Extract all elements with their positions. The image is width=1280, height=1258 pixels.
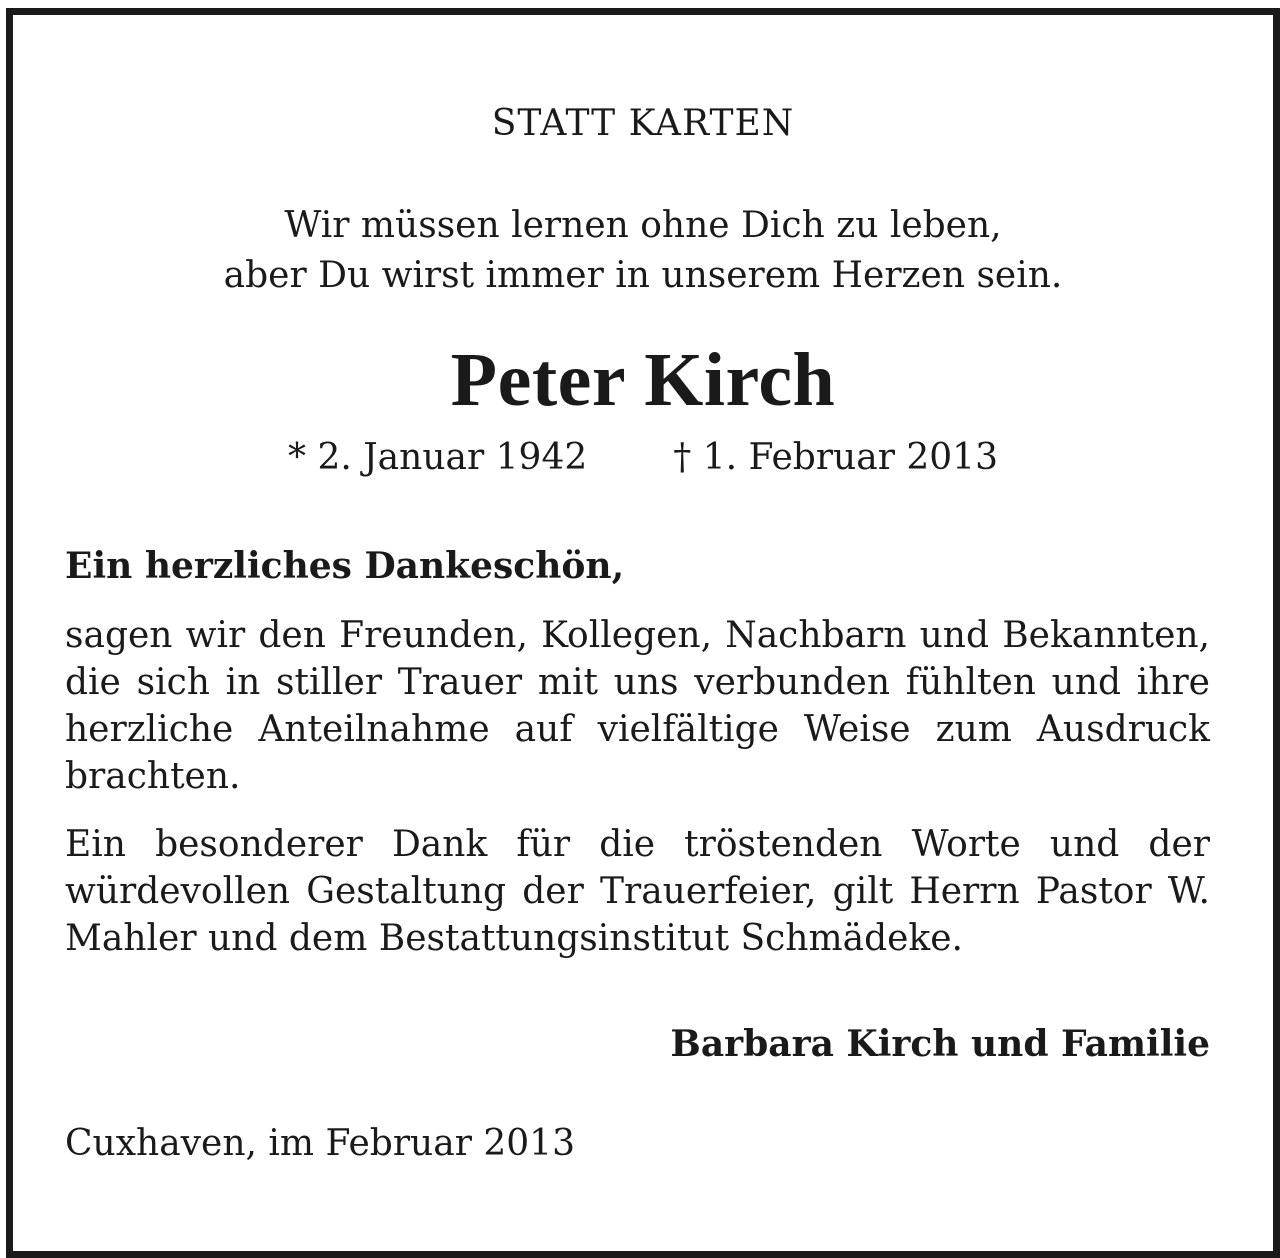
- thanks-paragraph-1: sagen wir den Freunden, Kollegen, Nachbarn und Bekannten, die sich in stiller Trauer mit uns verbunden fühlten und ihre herzliche Anteilnahme auf vielfältige Weise zum Ausdruck brachten.: [65, 615, 1210, 797]
- thanks-heading: Ein herzliches Dankeschön,: [65, 545, 625, 587]
- verse-line-1: Wir müssen lernen ohne Dich zu leben,: [284, 205, 1002, 246]
- thanks-paragraph-2: Ein besonderer Dank für die tröstenden Worte und der würdevollen Gestaltung der Trauerfeier, gilt Herrn Pastor W. Mahler und dem Bestattungsinstitut Schmädeke.: [65, 824, 1210, 959]
- signature: Barbara Kirch und Familie: [670, 1023, 1210, 1065]
- place-date: Cuxhaven, im Februar 2013: [65, 1123, 575, 1164]
- verse-line-2: aber Du wirst immer in unserem Herzen sein.: [223, 255, 1063, 296]
- birth-date: * 2. Januar 1942: [288, 437, 588, 478]
- obituary-notice: [6, 8, 1280, 1258]
- deceased-name: Peter Kirch: [450, 338, 836, 422]
- death-date: † 1. Februar 2013: [673, 437, 998, 478]
- notice-header: STATT KARTEN: [491, 103, 795, 144]
- life-dates: [13, 437, 1273, 478]
